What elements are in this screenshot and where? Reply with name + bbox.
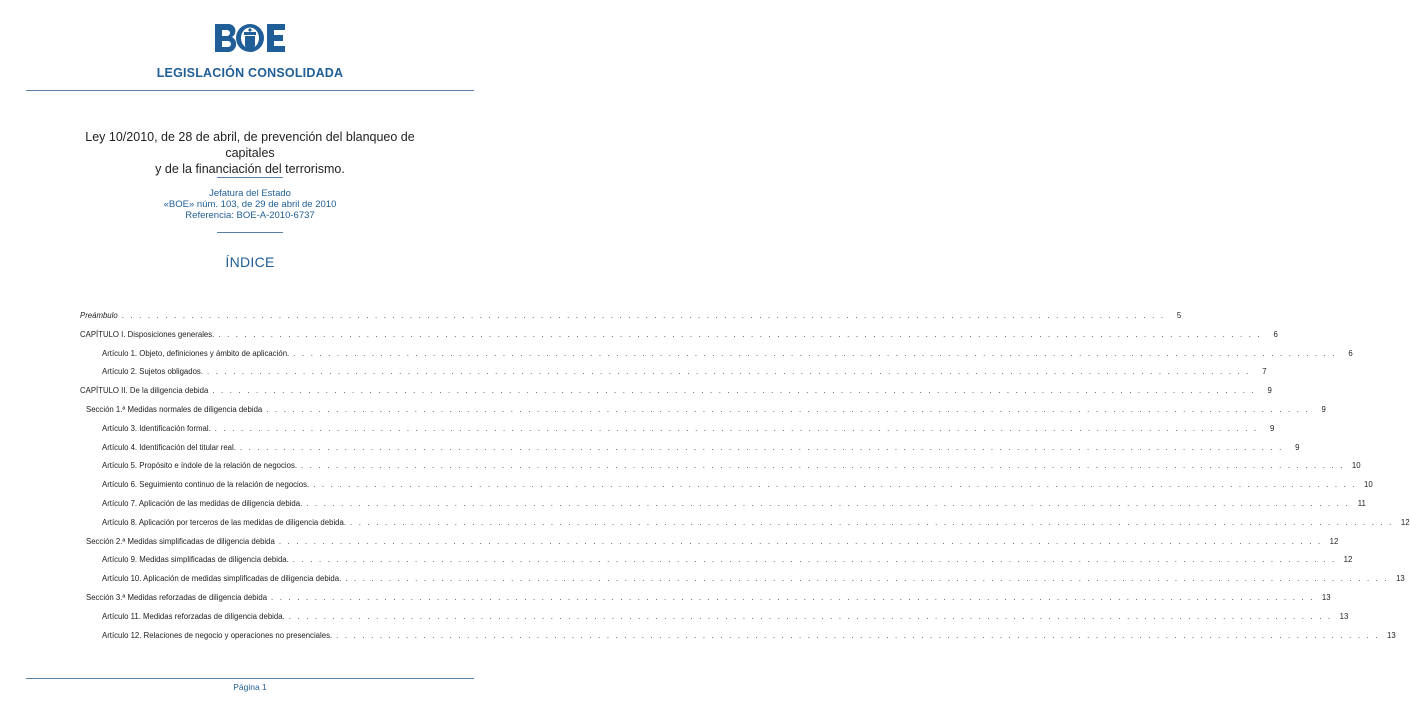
- toc-entry-page: 7: [1262, 367, 1267, 377]
- boe-logo: [0, 22, 500, 54]
- toc-entry-page: 11: [1357, 499, 1366, 508]
- toc-entry-label: Artículo 5. Propósito e índole de la relación de negocios.: [102, 461, 298, 471]
- toc-entry[interactable]: [102, 574, 1405, 586]
- toc-leader-dots: . . . . . . . . . . . . . . . . . . . . . . . . . . . . . . . . . . . . . . . . . . . . . . . . . . . . . . . . . . . . . . . . . . . . . . . . . . . . . . . . . . . . . . . . . . . . . . . . . . . . . . . . . . . . . . . . . . . . . . . .: [214, 423, 1259, 433]
- toc-entry-page: 10: [1364, 480, 1373, 490]
- toc-entry-label: Artículo 3. Identificación formal.: [102, 423, 211, 433]
- toc-entry[interactable]: [86, 593, 1331, 605]
- toc-leader-dots: . . . . . . . . . . . . . . . . . . . . . . . . . . . . . . . . . . . . . . . . . . . . . . . . . . . . . . . . . . . . . . . . . . . . . . . . . . . . . . . . . . . . . . . . . . . . . . . . . . . . . . . . . . . . . . . . . . . . . . . .: [271, 593, 1315, 602]
- toc-leader-dots: . . . . . . . . . . . . . . . . . . . . . . . . . . . . . . . . . . . . . . . . . . . . . . . . . . . . . . . . . . . . . . . . . . . . . . . . . . . . . . . . . . . . . . . . . . . . . . . . . . . . . . . . . . . . . . . . . . . . . . . .: [218, 329, 1262, 339]
- document-meta: [0, 188, 500, 221]
- toc-entry-page: 6: [1273, 329, 1278, 339]
- toc-leader-dots: . . . . . . . . . . . . . . . . . . . . . . . . . . . . . . . . . . . . . . . . . . . . . . . . . . . . . . . . . . . . . . . . . . . . . . . . . . . . . . . . . . . . . . . . . . . . . . . . . . . . . . . . . . . . . . . . . . . . . . . .: [266, 405, 1310, 414]
- toc-entry-page: 13: [1339, 611, 1349, 621]
- toc-leader-dots: . . . . . . . . . . . . . . . . . . . . . . . . . . . . . . . . . . . . . . . . . . . . . . . . . . . . . . . . . . . . . . . . . . . . . . . . . . . . . . . . . . . . . . . . . . . . . . . . . . . . . . . . . . . . . . . . . . . . . . . .: [288, 611, 1333, 621]
- toc-leader-dots: . . . . . . . . . . . . . . . . . . . . . . . . . . . . . . . . . . . . . . . . . . . . . . . . . . . . . . . . . . . . . . . . . . . . . . . . . . . . . . . . . . . . . . . . . . . . . . . . . . . . . . . . . . . . . . . . . . . . . . . .: [121, 311, 1166, 320]
- toc-leader-dots: . . . . . . . . . . . . . . . . . . . . . . . . . . . . . . . . . . . . . . . . . . . . . . . . . . . . . . . . . . . . . . . . . . . . . . . . . . . . . . . . . . . . . . . . . . . . . . . . . . . . . . . . . . . . . . . . . . . . . . . .: [292, 555, 1337, 565]
- toc-entry[interactable]: [102, 461, 1361, 473]
- toc-entry-label: Artículo 11. Medidas reforzadas de diligencia debida.: [102, 611, 285, 621]
- toc-entry[interactable]: [102, 517, 1410, 530]
- toc-leader-dots: . . . . . . . . . . . . . . . . . . . . . . . . . . . . . . . . . . . . . . . . . . . . . . . . . . . . . . . . . . . . . . . . . . . . . . . . . . . . . . . . . . . . . . . . . . . . . . . . . . . . . . . . . . . . . . . . . . . . . . . .: [278, 536, 1323, 546]
- toc-entry-page: 13: [1321, 593, 1331, 602]
- toc-leader-dots: . . . . . . . . . . . . . . . . . . . . . . . . . . . . . . . . . . . . . . . . . . . . . . . . . . . . . . . . . . . . . . . . . . . . . . . . . . . . . . . . . . . . . . . . . . . . . . . . . . . . . . . . . . . . . . . . . . . . . . . .: [301, 461, 1345, 471]
- toc-leader-dots: . . . . . . . . . . . . . . . . . . . . . . . . . . . . . . . . . . . . . . . . . . . . . . . . . . . . . . . . . . . . . . . . . . . . . . . . . . . . . . . . . . . . . . . . . . . . . . . . . . . . . . . . . . . . . . . . . . . . . . . .: [293, 348, 1337, 358]
- document-title-line-1: Ley 10/2010, de 28 de abril, de prevención del blanqueo de capitales: [85, 130, 415, 160]
- toc-entry-page: 12: [1329, 536, 1339, 546]
- index-heading: ÍNDICE: [225, 254, 275, 270]
- toc-entry-label: Artículo 12. Relaciones de negocio y operaciones no presenciales.: [102, 630, 333, 640]
- toc-entry-label: Sección 1.ª Medidas normales de diligencia debida: [86, 405, 263, 414]
- section-heading: LEGISLACIÓN CONSOLIDADA: [156, 66, 344, 80]
- document-reference: Referencia: BOE-A-2010-6737: [185, 210, 315, 221]
- page-number: Página 1: [233, 682, 267, 692]
- toc-leader-dots: . . . . . . . . . . . . . . . . . . . . . . . . . . . . . . . . . . . . . . . . . . . . . . . . . . . . . . . . . . . . . . . . . . . . . . . . . . . . . . . . . . . . . . . . . . . . . . . . . . . . . . . . . . . . . . . . . . . . . . . .: [345, 574, 1389, 584]
- toc-entry-page: 9: [1267, 386, 1272, 396]
- toc-entry-label: CAPÍTULO II. De la diligencia debida: [80, 386, 209, 396]
- toc-entry-label: Artículo 10. Aplicación de medidas simplificadas de diligencia debida.: [102, 574, 342, 584]
- toc-entry-page: 9: [1321, 405, 1326, 414]
- meta-divider: [217, 232, 283, 233]
- toc-entry-page: 9: [1269, 423, 1275, 433]
- toc-entry-label: Sección 3.ª Medidas reforzadas de diligencia debida: [86, 593, 268, 602]
- toc-entry-label: Artículo 7. Aplicación de las medidas de diligencia debida.: [102, 499, 303, 508]
- toc-entry-page: 13: [1396, 574, 1405, 584]
- toc-leader-dots: . . . . . . . . . . . . . . . . . . . . . . . . . . . . . . . . . . . . . . . . . . . . . . . . . . . . . . . . . . . . . . . . . . . . . . . . . . . . . . . . . . . . . . . . . . . . . . . . . . . . . . . . . . . . . . . . . . . . . . . .: [350, 517, 1394, 527]
- toc-entry-label: Artículo 2. Sujetos obligados.: [102, 367, 203, 377]
- issuer: Jefatura del Estado: [209, 188, 291, 199]
- header-divider: [26, 90, 474, 91]
- toc-entry[interactable]: [102, 611, 1349, 624]
- toc-entry-label: Artículo 8. Aplicación por terceros de las medidas de diligencia debida.: [102, 517, 347, 527]
- toc-entry-label: Artículo 9. Medidas simplificadas de diligencia debida.: [102, 555, 289, 565]
- toc-entry-page: 12: [1400, 517, 1410, 527]
- toc-entry-page: 9: [1295, 442, 1300, 452]
- toc-entry[interactable]: [80, 311, 1182, 323]
- toc-entry-label: Artículo 1. Objeto, definiciones y ámbito de aplicación.: [102, 348, 290, 358]
- toc-entry[interactable]: [102, 367, 1267, 379]
- toc-entry[interactable]: [102, 442, 1300, 455]
- toc-leader-dots: . . . . . . . . . . . . . . . . . . . . . . . . . . . . . . . . . . . . . . . . . . . . . . . . . . . . . . . . . . . . . . . . . . . . . . . . . . . . . . . . . . . . . . . . . . . . . . . . . . . . . . . . . . . . . . . . . . . . . . . .: [207, 367, 1251, 377]
- toc-entry[interactable]: [102, 480, 1373, 492]
- footer-divider: [26, 678, 474, 679]
- toc-entry[interactable]: [102, 630, 1396, 643]
- toc-leader-dots: . . . . . . . . . . . . . . . . . . . . . . . . . . . . . . . . . . . . . . . . . . . . . . . . . . . . . . . . . . . . . . . . . . . . . . . . . . . . . . . . . . . . . . . . . . . . . . . . . . . . . . . . . . . . . . . . . . . . . . . .: [313, 480, 1357, 490]
- toc-entry-page: 13: [1387, 630, 1396, 640]
- toc-entry-page: 10: [1351, 461, 1361, 471]
- toc-entry-label: CAPÍTULO I. Disposiciones generales.: [80, 329, 215, 339]
- toc-entry[interactable]: [86, 536, 1339, 549]
- toc-entry-label: Preámbulo: [80, 311, 118, 320]
- toc-entry[interactable]: [102, 348, 1353, 361]
- toc-leader-dots: . . . . . . . . . . . . . . . . . . . . . . . . . . . . . . . . . . . . . . . . . . . . . . . . . . . . . . . . . . . . . . . . . . . . . . . . . . . . . . . . . . . . . . . . . . . . . . . . . . . . . . . . . . . . . . . . . . . . . . . .: [239, 442, 1284, 452]
- toc-entry-label: Artículo 4. Identificación del titular real.: [102, 442, 236, 452]
- boe-reference: «BOE» núm. 103, de 29 de abril de 2010: [163, 199, 337, 210]
- boe-logo-icon: [213, 22, 287, 54]
- document-title-line-2: y de la financiación del terrorismo.: [155, 162, 345, 176]
- toc-entry[interactable]: [80, 386, 1272, 398]
- toc-leader-dots: . . . . . . . . . . . . . . . . . . . . . . . . . . . . . . . . . . . . . . . . . . . . . . . . . . . . . . . . . . . . . . . . . . . . . . . . . . . . . . . . . . . . . . . . . . . . . . . . . . . . . . . . . . . . . . . . . . . . . . . .: [306, 499, 1350, 508]
- document-title: [60, 129, 440, 177]
- toc-entry[interactable]: [86, 405, 1326, 417]
- toc-entry-page: 6: [1348, 348, 1353, 358]
- toc-entry[interactable]: [102, 423, 1275, 436]
- toc-entry[interactable]: [80, 329, 1278, 342]
- toc-entry-page: 12: [1343, 555, 1353, 565]
- toc-entry-label: Artículo 6. Seguimiento continuo de la relación de negocios.: [102, 480, 310, 490]
- toc-entry[interactable]: [102, 555, 1353, 567]
- toc-entry-page: 5: [1176, 311, 1182, 320]
- toc-entry[interactable]: [102, 499, 1366, 511]
- toc-leader-dots: . . . . . . . . . . . . . . . . . . . . . . . . . . . . . . . . . . . . . . . . . . . . . . . . . . . . . . . . . . . . . . . . . . . . . . . . . . . . . . . . . . . . . . . . . . . . . . . . . . . . . . . . . . . . . . . . . . . . . . . .: [212, 386, 1256, 396]
- toc-leader-dots: . . . . . . . . . . . . . . . . . . . . . . . . . . . . . . . . . . . . . . . . . . . . . . . . . . . . . . . . . . . . . . . . . . . . . . . . . . . . . . . . . . . . . . . . . . . . . . . . . . . . . . . . . . . . . . . . . . . . . . . .: [336, 630, 1380, 640]
- title-divider: [217, 177, 283, 178]
- toc-entry-label: Sección 2.ª Medidas simplificadas de diligencia debida: [86, 536, 275, 546]
